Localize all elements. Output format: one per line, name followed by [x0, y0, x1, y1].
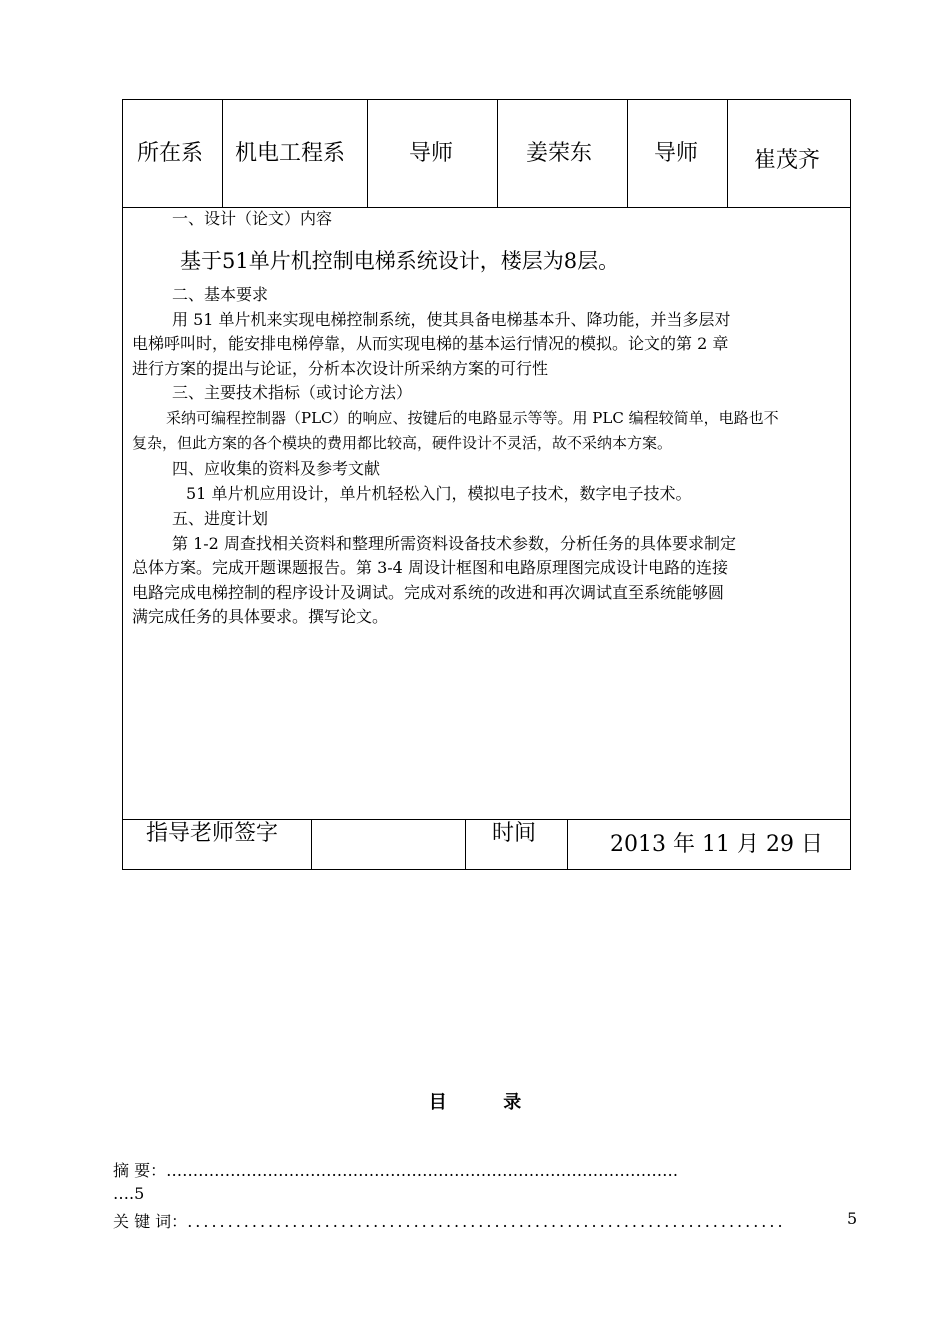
section-4-text: 51 单片机应用设计，单片机轻松入门，模拟电子技术，数字电子技术。 — [186, 484, 692, 503]
section-5-line: 第 1-2 周查找相关资料和整理所需资料设备技术参数，分析任务的具体要求制定 — [172, 534, 736, 553]
toc-entry-label: 摘 要： — [113, 1161, 167, 1180]
advisor-name-2: 崔茂齐 — [754, 148, 821, 173]
footer-row-divider — [122, 819, 851, 820]
section-1-heading: 一、设计（论文）内容 — [172, 209, 333, 228]
section-5-heading: 五、进度计划 — [172, 509, 269, 528]
section-2-heading: 二、基本要求 — [172, 285, 269, 304]
toc-entry-keywords[interactable] — [113, 1209, 833, 1232]
toc-title — [0, 1088, 950, 1114]
section-5-line: 满完成任务的具体要求。撰写论文。 — [132, 607, 389, 626]
header-col-divider — [497, 99, 498, 207]
header-col-divider — [367, 99, 368, 207]
section-2-line: 进行方案的提出与论证，分析本次设计所采纳方案的可行性 — [132, 359, 549, 378]
footer-col-divider — [465, 819, 466, 870]
toc-title-char: 目 — [428, 1092, 447, 1113]
section-1-text: 基于51单片机控制电梯系统设计，楼层为8层。 — [180, 249, 620, 273]
toc-page-number: 5 — [847, 1209, 858, 1228]
signature-label: 指导老师签字 — [146, 821, 279, 846]
section-5-line: 电路完成电梯控制的程序设计及调试。完成对系统的改进和再次调试直至系统能够圆 — [132, 583, 725, 602]
toc-leader-dots: …………………………………………………………………………………… — [166, 1161, 679, 1180]
dept-label: 所在系 — [137, 141, 204, 166]
section-3-heading: 三、主要技术指标（或讨论方法） — [172, 383, 413, 402]
toc-entry-label: 关 键 词： — [113, 1212, 188, 1231]
advisor-label-1: 导师 — [409, 141, 454, 166]
header-col-divider — [222, 99, 223, 207]
section-4-heading: 四、应收集的资料及参考文献 — [172, 459, 381, 478]
dept-value: 机电工程系 — [235, 141, 346, 166]
toc-page-number: 5 — [134, 1184, 145, 1203]
header-col-divider — [627, 99, 628, 207]
section-5-line: 总体方案。完成开题课题报告。第 3-4 周设计框图和电路原理图完成设计电路的连接 — [132, 558, 728, 577]
toc-leader-dots: …. — [113, 1184, 135, 1203]
footer-col-divider — [311, 819, 312, 870]
date-value: 2013 年 11 月 29 日 — [610, 832, 823, 857]
section-3-line: 采纳可编程控制器（PLC）的响应、按键后的电路显示等等。用 PLC 编程较简单，电路也不 — [166, 409, 779, 427]
toc-title-char: 录 — [503, 1092, 522, 1113]
advisor-name-1: 姜荣东 — [526, 141, 593, 166]
section-3-line: 复杂，但此方案的各个模块的费用都比较高，硬件设计不灵活，故不采纳本方案。 — [132, 434, 673, 452]
time-label: 时间 — [492, 821, 537, 846]
toc-entry-abstract[interactable] — [113, 1158, 858, 1181]
toc-entry-abstract-cont — [113, 1184, 313, 1203]
header-col-divider — [727, 99, 728, 207]
section-2-line: 电梯呼叫时，能安排电梯停靠，从而实现电梯的基本运行情况的模拟。论文的第 2 章 — [132, 334, 729, 353]
footer-col-divider — [567, 819, 568, 870]
section-2-line: 用 51 单片机来实现电梯控制系统，使其具备电梯基本升、降功能，并当多层对 — [172, 310, 731, 329]
advisor-label-2: 导师 — [654, 141, 699, 166]
header-row-divider — [122, 207, 851, 208]
toc-leader-dots: .......................................................................... — [187, 1212, 786, 1231]
